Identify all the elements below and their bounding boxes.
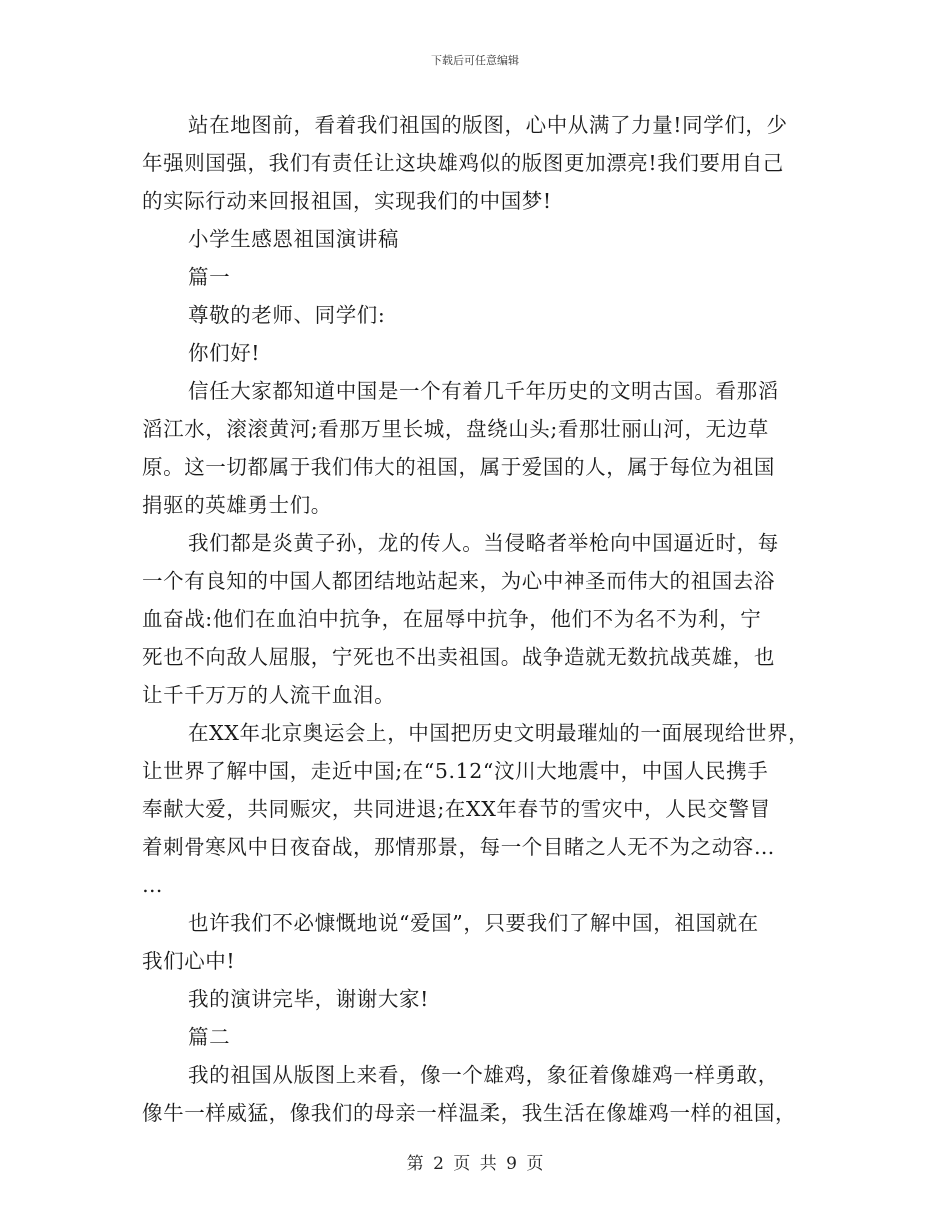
text-line: 原。这一切都属于我们伟大的祖国，属于爱国的人，属于每位为祖国 bbox=[142, 455, 775, 479]
text-line: 信任大家都知道中国是一个有着几千年历史的文明古国。看那滔 bbox=[188, 379, 779, 403]
text-line: 我的演讲完毕，谢谢大家! bbox=[188, 987, 429, 1011]
text-line: 小学生感恩祖国演讲稿 bbox=[188, 227, 399, 251]
text-line: 我的祖国从版图上来看，像一个雄鸡，象征着像雄鸡一样勇敢， bbox=[188, 1063, 779, 1087]
text-line: 尊敬的老师、同学们: bbox=[188, 303, 386, 327]
text-line: 篇一 bbox=[188, 265, 231, 289]
text-line: 着刺骨寒风中日夜奋战，那情那景，每一个目睹之人无不为之动容… bbox=[142, 835, 775, 859]
text-line: 也许我们不必慷慨地说“爱国”，只要我们了解中国，祖国就在 bbox=[188, 911, 759, 935]
text-line: 滔江水，滚滚黄河;看那万里长城，盘绕山头;看那壮丽山河，无边草 bbox=[142, 417, 769, 441]
text-line: 篇二 bbox=[188, 1025, 231, 1049]
text-line: 一个有良知的中国人都团结地站起来，为心中神圣而伟大的祖国去浴 bbox=[142, 569, 775, 593]
text-line: 死也不向敌人屈服，宁死也不出卖祖国。战争造就无数抗战英雄，也 bbox=[142, 645, 775, 669]
text-line: 像牛一样威猛，像我们的母亲一样温柔，我生活在像雄鸡一样的祖国， bbox=[142, 1101, 797, 1125]
page-header: 下载后可任意编辑 bbox=[431, 54, 519, 67]
text-line: 捐驱的英雄勇士们。 bbox=[142, 493, 332, 517]
text-line: 年强则国强，我们有责任让这块雄鸡似的版图更加漂亮!我们要用自己 bbox=[142, 151, 784, 175]
text-line: 在XX年北京奥运会上，中国把历史文明最璀灿的一面展现给世界， bbox=[188, 721, 810, 745]
text-line: 让世界了解中国，走近中国;在“5.12“汶川大地震中，中国人民携手 bbox=[142, 759, 769, 783]
text-line: 血奋战:他们在血泊中抗争，在屈辱中抗争，他们不为名不为利，宁 bbox=[142, 607, 762, 631]
text-line: 你们好! bbox=[188, 341, 261, 365]
page-number-footer: 第 2 页 共 9 页 bbox=[406, 1154, 544, 1174]
text-line: 让千千万万的人流干血泪。 bbox=[142, 683, 396, 707]
text-line: 奉献大爱，共同赈灾，共同进退;在XX年春节的雪灾中，人民交警冒 bbox=[142, 797, 771, 821]
document-body bbox=[142, 106, 810, 1132]
text-line: 我们心中! bbox=[142, 949, 236, 973]
text-line: 我们都是炎黄子孙，龙的传人。当侵略者举枪向中国逼近时，每 bbox=[188, 531, 779, 555]
text-line: 的实际行动来回报祖国，实现我们的中国梦! bbox=[142, 189, 552, 213]
text-line: … bbox=[142, 873, 164, 897]
text-line: 站在地图前，看着我们祖国的版图，心中从满了力量!同学们，少 bbox=[188, 113, 788, 137]
